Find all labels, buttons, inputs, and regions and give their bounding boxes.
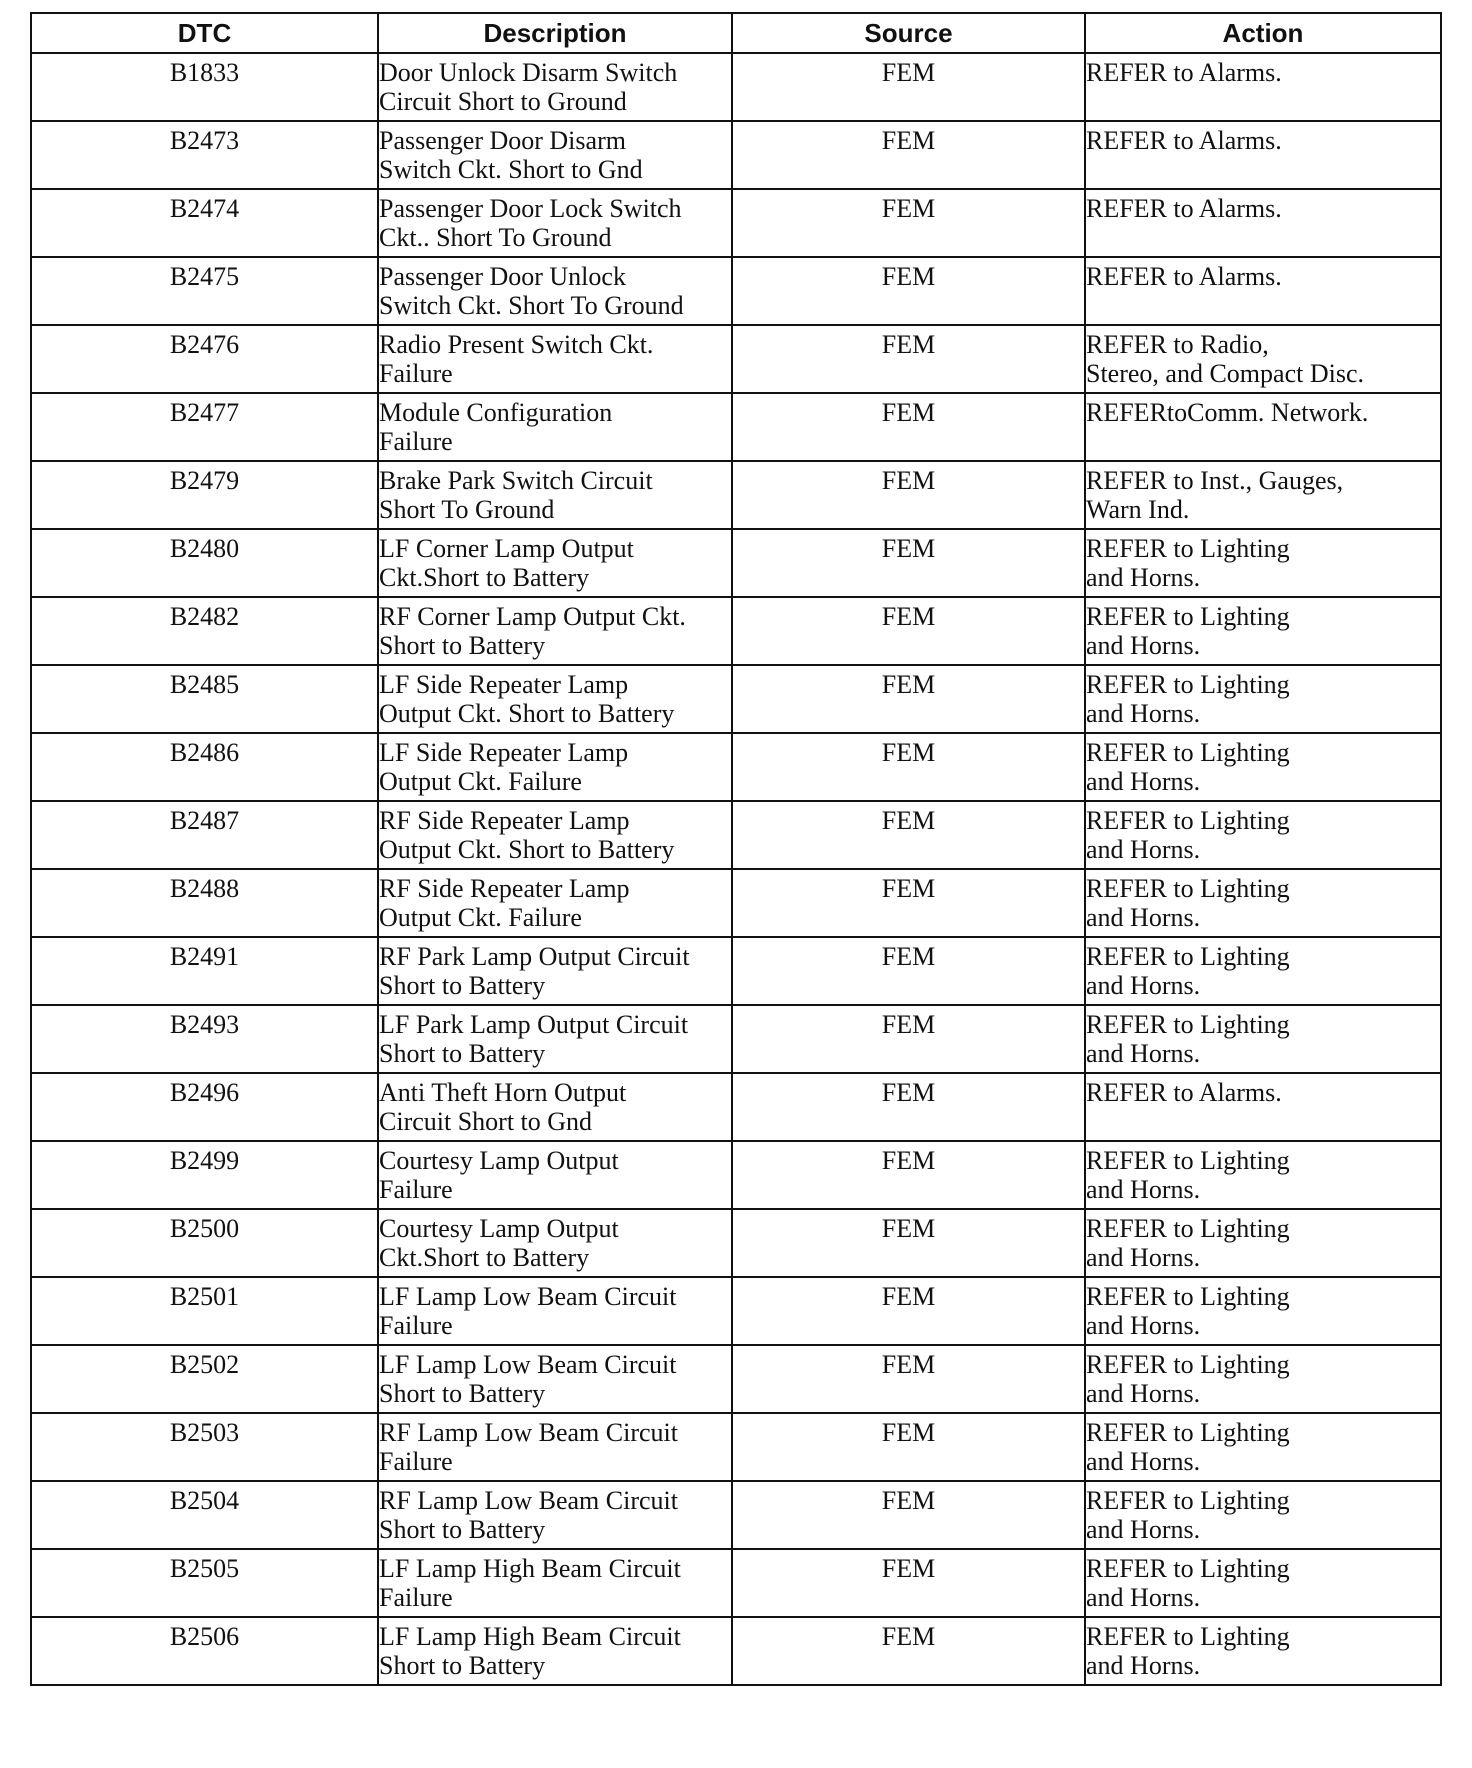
table-row	[31, 53, 1441, 121]
source-cell: FEM	[732, 1549, 1085, 1617]
dtc-code-cell: B2479	[31, 461, 378, 529]
source-cell: FEM	[732, 1005, 1085, 1073]
description-cell	[378, 257, 732, 325]
description-line-1: RF Lamp Low Beam Circuit	[379, 1418, 678, 1447]
source-cell: FEM	[732, 189, 1085, 257]
action-line-1: REFER to Lighting	[1086, 806, 1290, 835]
action-line-1: REFER to Alarms.	[1086, 262, 1282, 291]
description-cell	[378, 529, 732, 597]
description-line-1: RF Park Lamp Output Circuit	[379, 942, 690, 971]
description-line-2: Short to Battery	[379, 971, 546, 1000]
description-cell	[378, 1345, 732, 1413]
dtc-code-cell: B2491	[31, 937, 378, 1005]
dtc-code-cell: B2493	[31, 1005, 378, 1073]
description-cell	[378, 1549, 732, 1617]
dtc-code-cell: B2474	[31, 189, 378, 257]
action-line-1: REFER to Lighting	[1086, 1486, 1290, 1515]
action-line-2: and Horns.	[1086, 903, 1201, 932]
source-cell: FEM	[732, 1481, 1085, 1549]
dtc-code-cell: B2502	[31, 1345, 378, 1413]
action-line-1: REFER to Alarms.	[1086, 58, 1282, 87]
action-cell	[1085, 801, 1441, 869]
action-line-1: REFER to Lighting	[1086, 1214, 1290, 1243]
action-cell	[1085, 1073, 1441, 1141]
description-line-2: Short to Battery	[379, 1651, 546, 1680]
description-cell	[378, 1277, 732, 1345]
dtc-code-cell: B2501	[31, 1277, 378, 1345]
action-line-1: REFER to Lighting	[1086, 670, 1290, 699]
source-cell: FEM	[732, 1073, 1085, 1141]
dtc-code-cell: B2480	[31, 529, 378, 597]
description-line-1: LF Lamp Low Beam Circuit	[379, 1282, 677, 1311]
description-cell	[378, 665, 732, 733]
action-line-1: REFER to Lighting	[1086, 1010, 1290, 1039]
description-cell	[378, 325, 732, 393]
table-row	[31, 1073, 1441, 1141]
description-cell	[378, 121, 732, 189]
dtc-code-cell: B2505	[31, 1549, 378, 1617]
action-cell	[1085, 121, 1441, 189]
action-line-1: REFER to Lighting	[1086, 602, 1290, 631]
source-cell: FEM	[732, 1141, 1085, 1209]
dtc-code-cell: B2506	[31, 1617, 378, 1685]
description-line-1: Courtesy Lamp Output	[379, 1146, 619, 1175]
source-cell: FEM	[732, 1277, 1085, 1345]
action-cell	[1085, 1005, 1441, 1073]
description-line-2: Circuit Short to Gnd	[379, 1107, 593, 1136]
dtc-code-cell: B2476	[31, 325, 378, 393]
description-cell	[378, 461, 732, 529]
description-cell	[378, 801, 732, 869]
table-row	[31, 597, 1441, 665]
source-cell: FEM	[732, 393, 1085, 461]
action-line-1: REFERtoComm. Network.	[1086, 398, 1369, 427]
description-line-2: Failure	[379, 1447, 453, 1476]
table-header	[31, 13, 1441, 53]
description-cell	[378, 53, 732, 121]
description-cell	[378, 1141, 732, 1209]
table-row	[31, 1277, 1441, 1345]
description-cell	[378, 1073, 732, 1141]
action-line-1: REFER to Lighting	[1086, 534, 1290, 563]
dtc-code-cell: B2488	[31, 869, 378, 937]
source-cell: FEM	[732, 869, 1085, 937]
description-cell	[378, 1209, 732, 1277]
source-cell: FEM	[732, 1345, 1085, 1413]
dtc-code-cell: B2485	[31, 665, 378, 733]
source-cell: FEM	[732, 597, 1085, 665]
header-description: Description	[378, 13, 732, 53]
source-cell: FEM	[732, 1209, 1085, 1277]
dtc-code-cell: B2503	[31, 1413, 378, 1481]
action-line-2: and Horns.	[1086, 699, 1201, 728]
description-line-1: LF Lamp High Beam Circuit	[379, 1622, 681, 1651]
source-cell: FEM	[732, 461, 1085, 529]
action-cell	[1085, 1277, 1441, 1345]
header-row	[31, 13, 1441, 53]
description-line-1: Brake Park Switch Circuit	[379, 466, 653, 495]
action-line-2: and Horns.	[1086, 631, 1201, 660]
action-line-2: and Horns.	[1086, 1311, 1201, 1340]
action-cell	[1085, 597, 1441, 665]
action-line-1: REFER to Alarms.	[1086, 1078, 1282, 1107]
dtc-code-cell: B2499	[31, 1141, 378, 1209]
description-line-2: Output Ckt. Failure	[379, 903, 582, 932]
description-line-1: Passenger Door Disarm	[379, 126, 626, 155]
action-line-2: and Horns.	[1086, 1651, 1201, 1680]
action-cell	[1085, 53, 1441, 121]
dtc-table	[30, 12, 1442, 1686]
description-line-2: Failure	[379, 1175, 453, 1204]
action-line-2: and Horns.	[1086, 835, 1201, 864]
description-cell	[378, 189, 732, 257]
action-cell	[1085, 529, 1441, 597]
table-row	[31, 461, 1441, 529]
description-line-2: Switch Ckt. Short To Ground	[379, 291, 684, 320]
source-cell: FEM	[732, 937, 1085, 1005]
description-line-2: Failure	[379, 1583, 453, 1612]
action-line-1: REFER to Lighting	[1086, 1554, 1290, 1583]
action-line-1: REFER to Alarms.	[1086, 194, 1282, 223]
action-line-2: and Horns.	[1086, 1447, 1201, 1476]
action-cell	[1085, 1481, 1441, 1549]
table-row	[31, 869, 1441, 937]
description-line-2: Short To Ground	[379, 495, 555, 524]
description-line-2: Output Ckt. Failure	[379, 767, 582, 796]
source-cell: FEM	[732, 325, 1085, 393]
description-line-2: Short to Battery	[379, 1379, 546, 1408]
description-line-1: Anti Theft Horn Output	[379, 1078, 627, 1107]
action-cell	[1085, 461, 1441, 529]
action-cell	[1085, 257, 1441, 325]
action-cell	[1085, 869, 1441, 937]
table-row	[31, 1481, 1441, 1549]
source-cell: FEM	[732, 53, 1085, 121]
source-cell: FEM	[732, 529, 1085, 597]
description-line-2: Failure	[379, 427, 453, 456]
description-line-2: Ckt.. Short To Ground	[379, 223, 612, 252]
description-line-2: Short to Battery	[379, 1039, 546, 1068]
description-line-1: Passenger Door Lock Switch	[379, 194, 682, 223]
action-cell	[1085, 1141, 1441, 1209]
dtc-code-cell: B2500	[31, 1209, 378, 1277]
table-row	[31, 665, 1441, 733]
description-line-2: Output Ckt. Short to Battery	[379, 835, 675, 864]
dtc-code-cell: B2482	[31, 597, 378, 665]
table-row	[31, 1345, 1441, 1413]
dtc-code-cell: B2496	[31, 1073, 378, 1141]
description-line-1: LF Side Repeater Lamp	[379, 670, 629, 699]
source-cell: FEM	[732, 121, 1085, 189]
table-row	[31, 529, 1441, 597]
action-cell	[1085, 665, 1441, 733]
action-line-2: and Horns.	[1086, 971, 1201, 1000]
dtc-code-cell: B2475	[31, 257, 378, 325]
action-line-2: and Horns.	[1086, 1175, 1201, 1204]
description-line-2: Ckt.Short to Battery	[379, 1243, 590, 1272]
description-line-2: Short to Battery	[379, 631, 546, 660]
table-row	[31, 937, 1441, 1005]
description-line-1: Passenger Door Unlock	[379, 262, 626, 291]
table-row	[31, 1413, 1441, 1481]
description-line-1: Courtesy Lamp Output	[379, 1214, 619, 1243]
action-line-1: REFER to Lighting	[1086, 874, 1290, 903]
header-source: Source	[732, 13, 1085, 53]
description-line-1: RF Corner Lamp Output Ckt.	[379, 602, 686, 631]
action-line-1: REFER to Lighting	[1086, 738, 1290, 767]
description-cell	[378, 1617, 732, 1685]
action-cell	[1085, 1345, 1441, 1413]
table-row	[31, 1141, 1441, 1209]
action-line-2: and Horns.	[1086, 1243, 1201, 1272]
header-dtc: DTC	[31, 13, 378, 53]
action-cell	[1085, 1209, 1441, 1277]
action-line-1: REFER to Lighting	[1086, 1622, 1290, 1651]
action-cell	[1085, 733, 1441, 801]
action-cell	[1085, 937, 1441, 1005]
table-row	[31, 801, 1441, 869]
description-line-2: Short to Battery	[379, 1515, 546, 1544]
dtc-code-cell: B1833	[31, 53, 378, 121]
action-line-1: REFER to Lighting	[1086, 1350, 1290, 1379]
action-line-1: REFER to Radio,	[1086, 330, 1269, 359]
description-line-1: Radio Present Switch Ckt.	[379, 330, 654, 359]
action-line-2: and Horns.	[1086, 1039, 1201, 1068]
source-cell: FEM	[732, 733, 1085, 801]
action-cell	[1085, 1549, 1441, 1617]
description-line-1: LF Lamp High Beam Circuit	[379, 1554, 681, 1583]
table-row	[31, 325, 1441, 393]
description-cell	[378, 1005, 732, 1073]
description-line-1: LF Park Lamp Output Circuit	[379, 1010, 689, 1039]
action-cell	[1085, 1617, 1441, 1685]
source-cell: FEM	[732, 665, 1085, 733]
source-cell: FEM	[732, 257, 1085, 325]
description-cell	[378, 1481, 732, 1549]
table-row	[31, 393, 1441, 461]
table-row	[31, 1005, 1441, 1073]
description-line-1: RF Side Repeater Lamp	[379, 874, 630, 903]
description-cell	[378, 937, 732, 1005]
description-cell	[378, 733, 732, 801]
description-line-2: Failure	[379, 359, 453, 388]
action-line-2: and Horns.	[1086, 1583, 1201, 1612]
action-line-2: and Horns.	[1086, 767, 1201, 796]
action-line-1: REFER to Inst., Gauges,	[1086, 466, 1344, 495]
description-line-1: Door Unlock Disarm Switch	[379, 58, 678, 87]
table-row	[31, 1549, 1441, 1617]
dtc-code-cell: B2486	[31, 733, 378, 801]
description-line-1: LF Corner Lamp Output	[379, 534, 634, 563]
description-line-2: Ckt.Short to Battery	[379, 563, 590, 592]
table-row	[31, 733, 1441, 801]
action-cell	[1085, 393, 1441, 461]
action-line-2: and Horns.	[1086, 563, 1201, 592]
description-line-1: Module Configuration	[379, 398, 613, 427]
description-cell	[378, 393, 732, 461]
description-cell	[378, 597, 732, 665]
table-row	[31, 189, 1441, 257]
table-row	[31, 1209, 1441, 1277]
description-cell	[378, 1413, 732, 1481]
source-cell: FEM	[732, 1617, 1085, 1685]
description-line-2: Switch Ckt. Short to Gnd	[379, 155, 643, 184]
dtc-code-cell: B2487	[31, 801, 378, 869]
description-line-1: RF Lamp Low Beam Circuit	[379, 1486, 678, 1515]
description-line-2: Failure	[379, 1311, 453, 1340]
header-action: Action	[1085, 13, 1441, 53]
table-row	[31, 257, 1441, 325]
action-cell	[1085, 189, 1441, 257]
action-cell	[1085, 1413, 1441, 1481]
action-line-1: REFER to Lighting	[1086, 942, 1290, 971]
action-line-2: Warn Ind.	[1086, 495, 1190, 524]
description-line-2: Output Ckt. Short to Battery	[379, 699, 675, 728]
action-cell	[1085, 325, 1441, 393]
action-line-2: Stereo, and Compact Disc.	[1086, 359, 1364, 388]
source-cell: FEM	[732, 801, 1085, 869]
table-body	[31, 53, 1441, 1685]
action-line-1: REFER to Alarms.	[1086, 126, 1282, 155]
description-line-1: LF Side Repeater Lamp	[379, 738, 629, 767]
dtc-code-cell: B2473	[31, 121, 378, 189]
description-line-1: RF Side Repeater Lamp	[379, 806, 630, 835]
dtc-code-cell: B2477	[31, 393, 378, 461]
action-line-2: and Horns.	[1086, 1379, 1201, 1408]
source-cell: FEM	[732, 1413, 1085, 1481]
action-line-1: REFER to Lighting	[1086, 1146, 1290, 1175]
table-row	[31, 121, 1441, 189]
action-line-2: and Horns.	[1086, 1515, 1201, 1544]
action-line-1: REFER to Lighting	[1086, 1282, 1290, 1311]
action-line-1: REFER to Lighting	[1086, 1418, 1290, 1447]
table-row	[31, 1617, 1441, 1685]
description-line-1: LF Lamp Low Beam Circuit	[379, 1350, 677, 1379]
dtc-code-cell: B2504	[31, 1481, 378, 1549]
description-cell	[378, 869, 732, 937]
description-line-2: Circuit Short to Ground	[379, 87, 627, 116]
